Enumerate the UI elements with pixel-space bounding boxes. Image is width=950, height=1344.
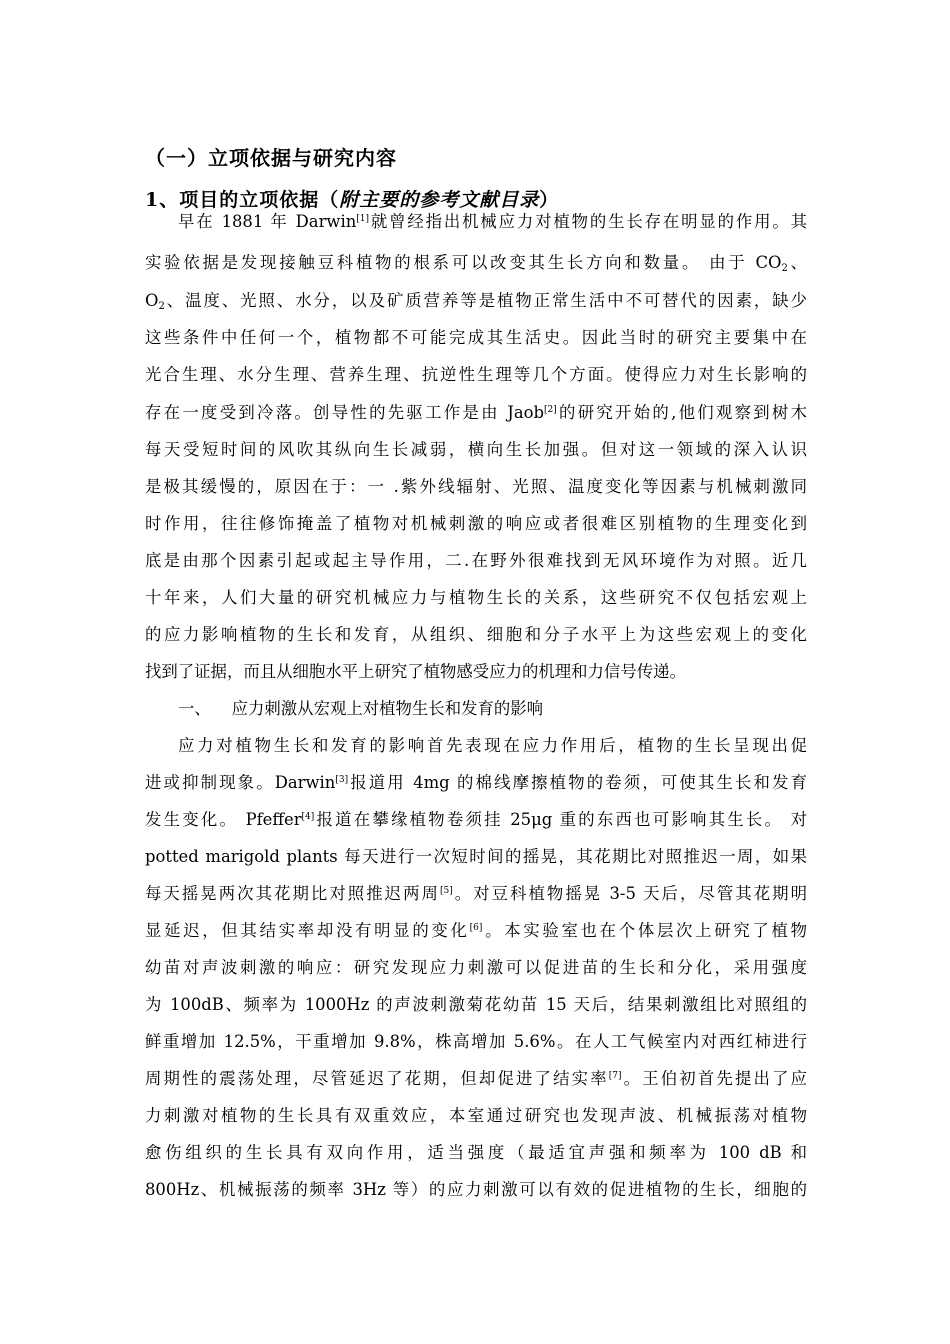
paragraph-line: 应力对植物生长和发育的影响首先表现在应力作用后，植物的生长呈现出促 xyxy=(178,736,807,755)
paragraph-line: $O_2$、温度、光照、水分，以及矿质营养等是植物正常生活中不可替代的因素，缺少 xyxy=(145,291,807,312)
citation: [2] xyxy=(544,405,557,415)
paragraph-line: 找到了证据，而且从细胞水平上研究了植物感受应力的机理和力信号传递。 xyxy=(145,662,686,681)
subsection-heading: 1、项目的立项依据（附主要的参考文献目录） xyxy=(145,189,560,211)
paragraph-line: 是极其缓慢的，原因在于：一 .紫外线辐射、光照、温度变化等因素与机械刺激同 xyxy=(145,477,807,496)
citation: [5] xyxy=(439,886,453,896)
subscript: 2 xyxy=(781,263,788,274)
paragraph-line: 幼苗对声波刺激的响应：研究发现应力刺激可以促进苗的生长和分化，采用强度 xyxy=(145,958,807,977)
paragraph-line: 十年来，人们大量的研究机械应力与植物生长的关系，这些研究不仅包括宏观上 xyxy=(145,588,807,607)
paragraph-line: 实验依据是发现接触豆科植物的根系可以改变其生长方向和数量。 由于 $CO_2$、 xyxy=(145,253,808,274)
paragraph-line: 每天受短时间的风吹其纵向生长减弱，横向生长加强。但对这一领域的深入认识 xyxy=(145,440,807,459)
paragraph-line: 显延迟，但其结实率却没有明显的变化[6]。本实验室也在个体层次上研究了植物 xyxy=(145,921,807,940)
citation: [4] xyxy=(301,812,315,822)
paragraph-line: 鲜重增加 12.5%，干重增加 9.8%，株高增加 5.6%。在人工气候室内对西红柿进行 xyxy=(145,1032,807,1051)
paragraph-line: 发生变化。 Pfeffer[4]报道在攀缘植物卷须挂 25μg 重的东西也可影响其生长。 对 xyxy=(145,810,807,829)
citation: [3] xyxy=(335,775,349,785)
section-heading: （一）立项依据与研究内容 xyxy=(145,146,397,170)
paragraph-line: 每天摇晃两次其花期比对照推迟两周[5]。对豆科植物摇晃 3-5 天后，尽管其花期明 xyxy=(145,884,807,903)
paragraph-line: 愈伤组织的生长具有双向作用，适当强度（最适宜声强和频率为 100 dB 和 xyxy=(145,1143,807,1162)
paragraph-line: potted marigold plants 每天进行一次短时间的摇晃，其花期比对照推迟一周，如果 xyxy=(145,847,807,866)
paragraph-line: 800Hz、机械振荡的频率 3Hz 等）的应力刺激可以有效的促进植物的生长，细胞的 xyxy=(145,1180,807,1199)
paragraph-line: 这些条件中任何一个，植物都不可能完成其生活史。因此当时的研究主要集中在 xyxy=(145,328,807,347)
citation: [1] xyxy=(356,214,369,224)
citation: [6] xyxy=(469,923,483,933)
paragraph-line: 进或抑制现象。Darwin[3]报道用 4mg 的棉线摩擦植物的卷须，可使其生长和发育 xyxy=(145,773,808,792)
paragraph-line: 早在 1881 年 Darwin[1]就曾经指出机械应力对植物的生长存在明显的作用。其 xyxy=(178,212,807,231)
list-heading: 一、 应力刺激从宏观上对植物生长和发育的影响 xyxy=(178,699,544,718)
paragraph-line: 底是由那个因素引起或起主导作用，二.在野外很难找到无风环境作为对照。近几 xyxy=(145,551,807,570)
paragraph-line: 时作用，往往修饰掩盖了植物对机械刺激的响应或者很难区别植物的生理变化到 xyxy=(145,514,807,533)
citation: [7] xyxy=(608,1071,622,1081)
paragraph-line: 为 100dB、频率为 1000Hz 的声波刺激菊花幼苗 15 天后，结果刺激组比对照组的 xyxy=(145,995,807,1014)
paragraph-line: 的应力影响植物的生长和发育，从组织、细胞和分子水平上为这些宏观上的变化 xyxy=(145,625,807,644)
paragraph-line: 光合生理、水分生理、营养生理、抗逆性生理等几个方面。使得应力对生长影响的 xyxy=(145,365,807,384)
paragraph-line: 存在一度受到冷落。创导性的先驱工作是由 Jaob[2]的研究开始的,他们观察到树木 xyxy=(145,403,807,422)
paragraph-line: 周期性的震荡处理，尽管延迟了花期，但却促进了结实率[7]。王伯初首先提出了应 xyxy=(145,1069,807,1088)
paragraph-line: 力刺激对植物的生长具有双重效应，本室通过研究也发现声波、机械振荡对植物 xyxy=(145,1106,807,1125)
subscript: 2 xyxy=(158,301,165,312)
